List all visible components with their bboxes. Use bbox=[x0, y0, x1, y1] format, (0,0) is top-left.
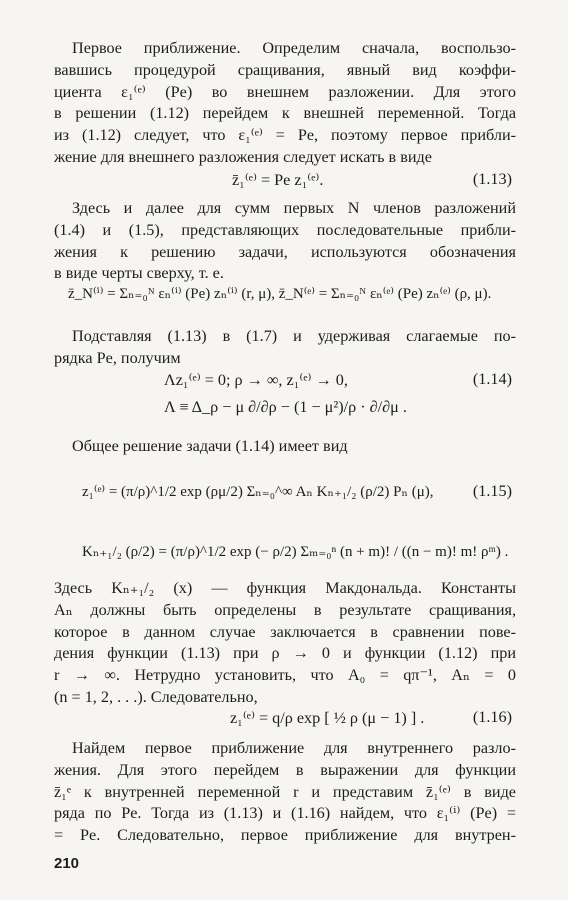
equation-number: (1.13) bbox=[472, 170, 512, 188]
text-line: r → ∞. Нетрудно установить, что A₀ = qπ⁻¹, Aₙ = 0 bbox=[54, 666, 516, 685]
equation-number: (1.14) bbox=[472, 370, 512, 388]
text-line: Aₙ должны быть определены в результате сращивания, bbox=[54, 600, 516, 619]
paragraph-general-solution bbox=[54, 436, 516, 458]
text-line: жения к решению задачи, используются обозначения bbox=[54, 242, 516, 261]
text-line: z̄₁ᵉ к внутренней переменной r и представим z̄₁⁽ᵉ⁾ в виде bbox=[54, 782, 516, 801]
equation-1-16 bbox=[54, 708, 516, 742]
equation-sums bbox=[54, 284, 516, 318]
text-line: Здесь и далее для сумм первых N членов разложений bbox=[72, 199, 516, 217]
text-line: Общее решение задачи (1.14) имеет вид bbox=[72, 437, 348, 455]
equation-1-15 bbox=[54, 482, 516, 516]
text-line: жение для внешнего разложения следует искать в виде bbox=[54, 147, 432, 166]
text-line: из (1.12) следует, что ε₁⁽ᵉ⁾ = Pe, поэтому первое прибли- bbox=[54, 126, 516, 145]
equation-body: Λ ≡ Δ_ρ − μ ∂/∂ρ − (1 − μ²)/ρ · ∂/∂μ . bbox=[164, 398, 407, 416]
text-line: (1.4) и (1.5), представляющих последовательные прибли- bbox=[54, 220, 516, 239]
text-line: в виде черты сверху, т. е. bbox=[54, 264, 224, 283]
paragraph-notation bbox=[54, 198, 516, 285]
text-line: вавшись процедурой сращивания, явный вид коэффи- bbox=[54, 60, 516, 79]
equation-number: (1.16) bbox=[472, 708, 512, 726]
text-line: ряда по Pe. Тогда из (1.13) и (1.16) найдем, что ε₁⁽ⁱ⁾ (Pe) = bbox=[54, 804, 516, 823]
text-line: = Pe. Следовательно, первое приближение для внутрен- bbox=[54, 826, 516, 845]
equation-body: Kₙ₊₁/₂ (ρ/2) = (π/ρ)^1/2 exp (− ρ/2) Σₘ₌₀ⁿ (n + m)! / ((n − m)! m! ρᵐ) . bbox=[82, 544, 509, 560]
equation-body: z̄₁⁽ᵉ⁾ = Pe z₁⁽ᵉ⁾. bbox=[232, 171, 324, 189]
text-line: рядка Pe, получим bbox=[54, 348, 181, 367]
text-line: Найдем первое приближение для внутреннего разло- bbox=[72, 739, 516, 757]
paragraph-substitution bbox=[54, 326, 516, 370]
text-line: жения. Для этого перейдем в выражении для функции bbox=[54, 760, 516, 779]
equation-lambda-operator bbox=[54, 398, 516, 432]
equation-body: Λz₁⁽ᵉ⁾ = 0; ρ → ∞, z₁⁽ᵉ⁾ → 0, bbox=[164, 371, 348, 389]
text-line: Здесь Kₙ₊₁/₂ (x) — функция Макдональда. Константы bbox=[54, 579, 516, 597]
equation-macdonald bbox=[54, 542, 516, 576]
text-line: Первое приближение. Определим сначала, воспользо- bbox=[72, 39, 516, 57]
paragraph-inner-expansion bbox=[54, 738, 516, 847]
page-number: 210 bbox=[54, 855, 80, 872]
paragraph-constants bbox=[54, 578, 516, 709]
text-line: (n = 1, 2, . . .). Следовательно, bbox=[54, 687, 258, 706]
equation-body: z₁⁽ᵉ⁾ = q/ρ exp [ ½ ρ (μ − 1) ] . bbox=[230, 709, 425, 727]
equation-number: (1.15) bbox=[472, 482, 512, 500]
text-line: Подставляя (1.13) в (1.7) и удерживая слагаемые по- bbox=[72, 327, 516, 345]
equation-body: z₁⁽ᵉ⁾ = (π/ρ)^1/2 exp (ρμ/2) Σₙ₌₀^∞ Aₙ Kₙ₊₁/₂ (ρ/2) Pₙ (μ), bbox=[82, 484, 434, 500]
text-line: дения функции (1.13) при ρ → 0 и функции (1.12) при bbox=[54, 644, 516, 663]
text-line: в решении (1.12) перейдем к внешней переменной. Тогда bbox=[54, 104, 516, 123]
text-line: циента ε₁⁽ᵉ⁾ (Pe) во внешнем разложении. Для этого bbox=[54, 82, 516, 101]
paragraph-first-approximation bbox=[54, 38, 516, 169]
equation-body: z̄_N⁽ⁱ⁾ = Σₙ₌₀ᴺ εₙ⁽ⁱ⁾ (Pe) zₙ⁽ⁱ⁾ (r, μ), z̄_N⁽ᵉ⁾ = Σₙ₌₀ᴺ εₙ⁽ᵉ⁾ (Pe) zₙ⁽ᵉ⁾ (ρ, μ). bbox=[68, 286, 492, 302]
text-line: которое в данном случае заключается в сравнении пове- bbox=[54, 622, 516, 641]
